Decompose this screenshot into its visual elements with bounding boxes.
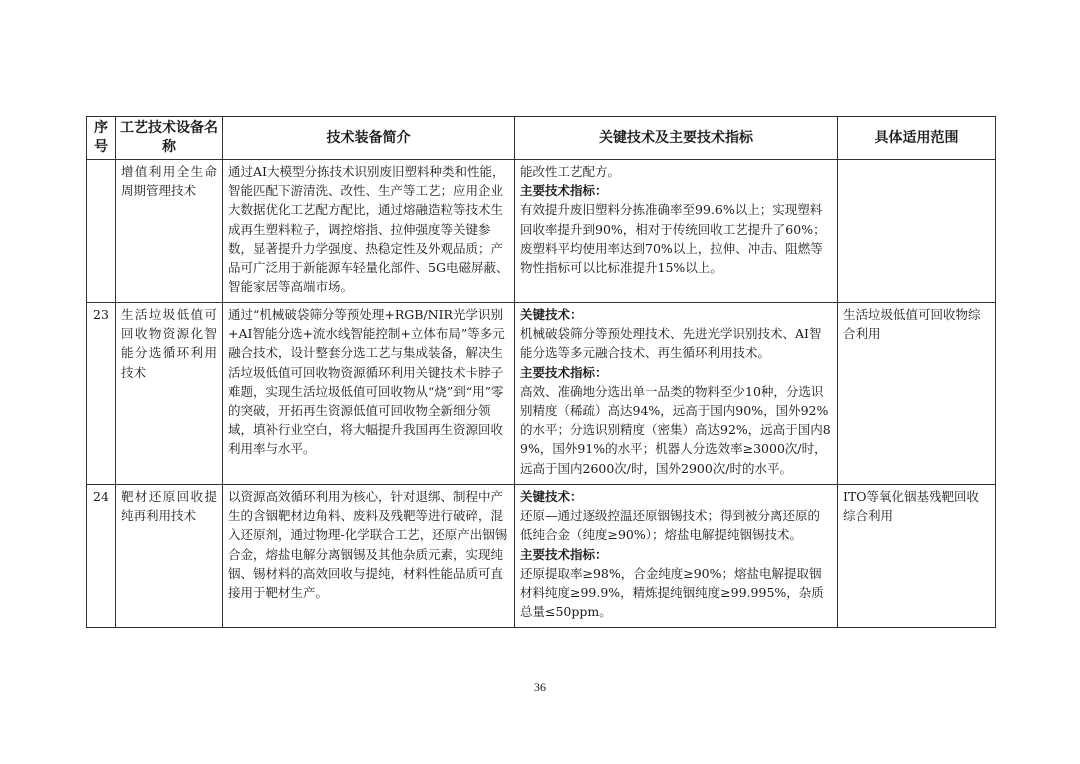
key-continuation: 能改性工艺配方。 [520,164,621,179]
row-number [87,160,116,303]
key-tech-label: 关键技术： [520,307,583,322]
table-row [87,160,996,303]
table-row [87,303,996,485]
metric-text: 高效、准确地分选出单一品类的物料至少10种，分选识别精度（稀疏）高达94%，远高于国内90%，国外92%的水平；分选识别精度（密集）高达92%，远高于国内89%，国外91%的水平；机器人分选效率≥3000次/时，远高于国内2600次/时，国外2900次/时的水平。 [520,383,831,476]
header-num: 序号 [87,117,116,160]
key-tech-text: 还原—通过逐级控温还原铟锡技术；得到被分离还原的低纯合金（纯度≥90%）；熔盐电解提纯铟锡技术。 [520,508,821,543]
technology-intro: 通过“机械破袋筛分等预处理+RGB/NIR光学识别+AI智能分选+流水线智能控制+立体布局”等多元融合技术，设计整套分选工艺与集成装备，解决生活垃圾低值可回收物资源循环利用关键技术卡脖子难题，实现生活垃圾低值可回收物从“烧”到“用”零的突破，开拓再生资源低值可回收物全新细分领域，填补行业空白，将大幅提升我国再生资源回收利用率与水平。 [223,303,515,485]
metric-text: 还原提取率≥98%，合金纯度≥90%；熔盐电解提取铟材料纯度≥99.9%，精炼提纯铟纯度≥99.995%，杂质总量≤50ppm。 [520,565,824,620]
table-header-row [87,117,996,160]
technology-name: 增值利用全生命周期管理技术 [116,160,223,303]
key-tech-label: 关键技术： [520,489,583,504]
row-number: 23 [87,303,116,485]
metric-label: 主要技术指标： [520,364,608,380]
equipment-table [86,116,996,628]
header-name: 工艺技术设备名称 [116,117,223,160]
key-metrics-cell [515,160,838,303]
scope-cell: ITO等氧化铟基残靶回收综合利用 [838,485,996,628]
key-metrics-cell [515,303,838,485]
key-tech-text: 机械破袋筛分等预处理技术、先进光学识别技术、AI智能分选等多元融合技术、再生循环利用技术。 [520,326,822,361]
metric-label: 主要技术指标： [520,546,608,562]
scope-cell [838,160,996,303]
table-row [87,485,996,628]
header-scope: 具体适用范围 [838,117,996,160]
technology-name: 生活垃圾低值可回收物资源化智能分选循环利用技术 [116,303,223,485]
technology-name: 靶材还原回收提纯再利用技术 [116,485,223,628]
metric-label: 主要技术指标： [520,183,608,199]
metric-text: 有效提升废旧塑料分拣准确率至99.6%以上；实现塑料回收率提升到90%，相对于传统回收工艺提升了60%；废塑料平均使用率达到70%以上，拉伸、冲击、阻燃等物性指标可以比标准提升15%以上。 [520,202,826,276]
page-number: 36 [534,680,546,694]
header-key: 关键技术及主要技术指标 [515,117,838,160]
technology-intro: 以资源高效循环利用为核心，针对退绑、制程中产生的含铟靶材边角料、废料及残靶等进行破碎，混入还原剂，通过物理-化学联合工艺，还原产出铟锡合金，熔盐电解分离铟锡及其他杂质元素，实现纯铟、锡材料的高效回收与提纯，材料性能品质可直接用于靶材生产。 [223,485,515,628]
row-number: 24 [87,485,116,628]
scope-cell: 生活垃圾低值可回收物综合利用 [838,303,996,485]
key-metrics-cell [515,485,838,628]
technology-intro: 通过AI大模型分拣技术识别废旧塑料种类和性能，智能匹配下游清洗、改性、生产等工艺；应用企业大数据优化工艺配方配比，通过熔融造粒等技术生成再生塑料粒子，调控熔指、拉伸强度等关键参数，显著提升力学强度、热稳定性及外观品质；产品可广泛用于新能源车轻量化部件、5G电磁屏蔽、智能家居等高端市场。 [223,160,515,303]
header-intro: 技术装备简介 [223,117,515,160]
